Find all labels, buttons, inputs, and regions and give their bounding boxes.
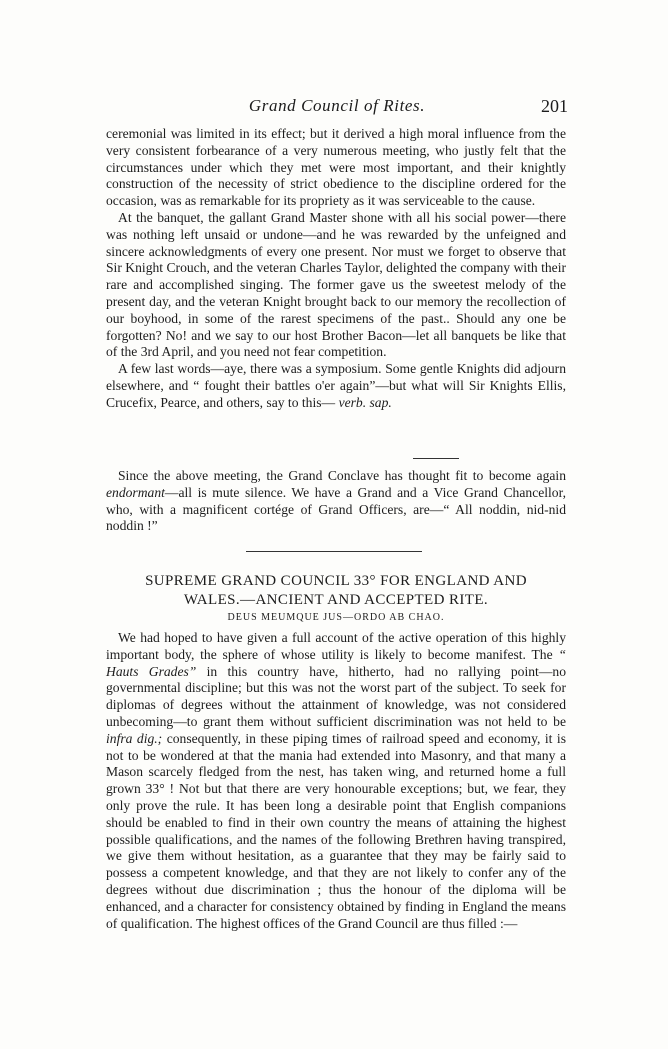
running-title: Grand Council of Rites. xyxy=(248,96,426,115)
paragraph-last-words-text: A few last words—aye, there was a symposium. Some gentle Knights did adjourn elsewhere, and “ fought their battles o'er again”—but what will Sir Knights Ellis, Crucefix, Pearce, and others, say to this— xyxy=(106,361,566,410)
section-title-line-2: WALES.—ANCIENT AND ACCEPTED RITE. xyxy=(183,592,489,608)
conclave-text-end: —all is mute silence. We have a Grand and a Vice Grand Chancellor, who, with a magnificent cortége of Grand Officers, are—“ All noddin, nid-nid noddin !” xyxy=(106,484,566,534)
conclave-text-start: Since the above meeting, the Grand Conclave has thought fit to become again xyxy=(118,468,566,483)
body-part-a: We had hoped to have given a full account of the active operation of this highly important body, the sphere of whose utility is likely to become manifest. The xyxy=(106,630,566,662)
running-head xyxy=(106,96,568,118)
body-part-e: consequently, in these piping times of railroad speed and economy, it is not to be wondered at that the mania had extended into Masonry, and that many a Mason scarcely fledged from the nest, has taken wing, and returned home a full grown 33° ! Not but that there are very honourable exceptions; but, we fear, they only prove the rule. It has been long a desirable point that English companions should be enabled to find in their own country the means of attaining the highest possible qualifications, and the names of the following Brethren having transpired, we give them without hesitation, as a guarantee that they may be fairly said to possess a competent knowledge, and that they are not likely to confer any of the degrees without due discrimination ; thus the honour of the diploma will be enhanced, and a character for consistency obtained by finding in England the means of qualification. The highest offices of the Grand Council are thus filled :— xyxy=(106,730,566,931)
paragraph-banquet: At the banquet, the gallant Grand Master shone with all his social power—there was nothing left unsaid or undone—and he was rewarded by the unfeigned and sincere acknowledgments of every one present. Nor must we forget to observe that Sir Knight Crouch, and the veteran Charles Taylor, delighted the company with their rare and accomplished singing. The former gave us the sweetest melody of the present day, and the veteran Knight brought back to our memory the recollection of our boyhood, in some of the rarest specimens of the past.. Should any one be forgotten? No! and we say to our host Brother Bacon—let all banquets be like that of the 3rd April, and you need not fear competition. xyxy=(106,209,566,360)
infra-dig-italic: infra dig.; xyxy=(106,730,163,746)
endormant-italic: endormant xyxy=(106,484,165,500)
paragraph-last-words xyxy=(106,361,566,411)
section-motto: DEUS MEUMQUE JUS—ORDO AB CHAO. xyxy=(227,612,445,623)
verb-sap-italic: verb. sap. xyxy=(338,394,392,410)
body-part-c: in this country have, hitherto, had no rallying point—no governmental discipline; but this was not the worst part of the subject. To seek for diplomas of degrees without the attainment of knowledge, was not considered unbecoming—to grant them without sufficient discrimination was not held to be xyxy=(106,663,566,729)
paragraph-ceremonial: ceremonial was limited in its effect; but it derived a high moral influence from the very consistent forbearance of a very numerous meeting, who justly felt that the circumstances under which they met were most important, and their knightly construction of the necessity of strict obedience to the discipline ordered for the occasion, was as remarkable for its propriety as it was serviceable to the cause. xyxy=(106,126,566,209)
paragraph-supreme-council xyxy=(106,630,566,932)
article-continuation xyxy=(106,126,566,412)
short-rule xyxy=(413,458,459,459)
hauts-grades-italic: “ Hauts Grades” xyxy=(106,646,566,679)
section-divider-rule xyxy=(246,551,422,552)
page-number: 201 xyxy=(541,96,568,116)
paragraph-grand-conclave xyxy=(106,468,566,535)
section-body xyxy=(106,630,566,932)
section-title-line-1: SUPREME GRAND COUNCIL 33° FOR ENGLAND AND xyxy=(145,573,527,589)
grand-conclave-note xyxy=(106,468,566,535)
